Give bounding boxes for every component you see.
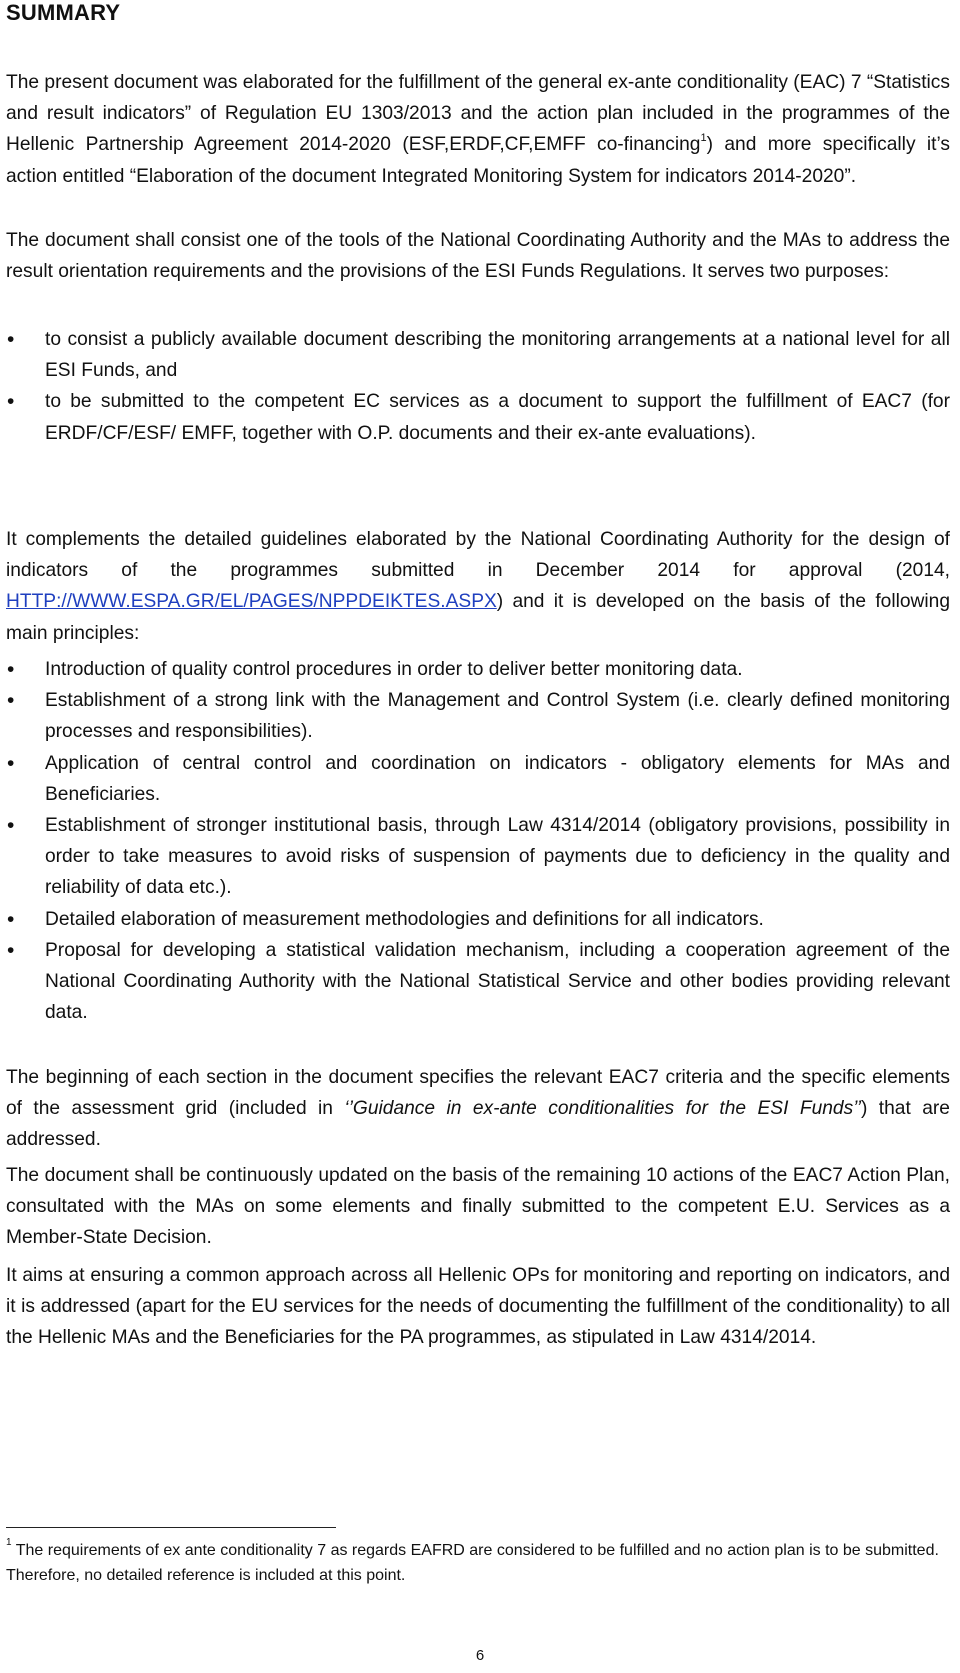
paragraph-sections	[6, 1062, 950, 1156]
paragraph-guidelines	[6, 524, 950, 649]
footnote-marker: 1	[6, 1536, 12, 1548]
paragraph-intro	[6, 67, 950, 192]
footnote-text: The requirements of ex ante conditionality 7 as regards EAFRD are considered to be fulfilled and no action plan is to be submitted. Therefore, no detailed reference is included at this point.	[6, 1542, 939, 1584]
list-item: • Detailed elaboration of measurement methodologies and definitions for all indicators.	[6, 904, 950, 935]
footnote-ref[interactable]: 1	[700, 132, 707, 145]
guidance-title: ‘’Guidance in ex-ante conditionalities for the ESI Funds’’	[344, 1098, 861, 1120]
sections-text-b: ) that are addressed.	[6, 1098, 950, 1151]
list-item: • Establishment of stronger institutional basis, through Law 4314/2014 (obligatory provisions, possibility in order to take measures to avoid risks of suspension of payments due to deficiency in the quality and reliability of data etc.).	[6, 810, 950, 904]
intro-text-b: ) and more specifically it’s action entitled “Elaboration of the document Integrated Monitoring System for indicators 2014-2020”.	[6, 134, 950, 187]
list-item: • Establishment of a strong link with the Management and Control System (i.e. clearly defined monitoring processes and responsibilities).	[6, 685, 950, 747]
intro-text-a: The present document was elaborated for the fulfillment of the general ex-ante conditionality (EAC) 7 “Statistics and result indicators” of Regulation EU 1303/2013 and the action plan included in the programmes of the Hellenic Partnership Agreement 2014-2020 (ESF,ERDF,CF,EMFF co-financing	[6, 72, 950, 156]
list-item: • to consist a publicly available document describing the monitoring arrangements at a national level for all ESI Funds, and	[6, 324, 950, 386]
footnote-divider	[6, 1527, 336, 1528]
principles-list	[6, 654, 950, 1028]
footnote	[6, 1538, 950, 1588]
paragraph-updates: The document shall be continuously updated on the basis of the remaining 10 actions of the EAC7 Action Plan, consultated with the MAs on some elements and finally submitted to the competent E.U. Services as a Member-State Decision.	[6, 1165, 950, 1249]
espa-link[interactable]: HTTP://WWW.ESPA.GR/EL/PAGES/NPPDEIKTES.ASPX	[6, 591, 497, 613]
sections-text-a: The beginning of each section in the document specifies the relevant EAC7 criteria and the specific elements of the assessment grid (included in	[6, 1067, 950, 1120]
paragraph-purposes-intro: The document shall consist one of the tools of the National Coordinating Authority and the MAs to address the result orientation requirements and the provisions of the ESI Funds Regulations. It serves two purposes:	[6, 230, 950, 283]
purposes-list	[6, 324, 950, 449]
page-number: 6	[475, 1647, 485, 1664]
list-item: • to be submitted to the competent EC services as a document to support the fulfillment of EAC7 (for ERDF/CF/ESF/ EMFF, together with O.P. documents and their ex-ante evaluations).	[6, 386, 950, 448]
list-item: • Introduction of quality control procedures in order to deliver better monitoring data.	[6, 654, 950, 685]
guidelines-text-b: ) and it is developed on the basis of the following main principles:	[6, 591, 950, 644]
list-item: • Proposal for developing a statistical validation mechanism, including a cooperation agreement of the National Coordinating Authority with the National Statistical Service and other bodies providing relevant data.	[6, 935, 950, 1029]
list-item: • Application of central control and coordination on indicators - obligatory elements for MAs and Beneficiaries.	[6, 748, 950, 810]
page-title: SUMMARY	[6, 0, 121, 25]
paragraph-aims: It aims at ensuring a common approach across all Hellenic OPs for monitoring and reporting on indicators, and it is addressed (apart for the EU services for the needs of documenting the fulfillment of the conditionality) to all the Hellenic MAs and the Beneficiaries for the PA programmes, as stipulated in Law 4314/2014.	[6, 1265, 950, 1349]
guidelines-text-a: It complements the detailed guidelines elaborated by the National Coordinating Authority for the design of indicators of the programmes submitted in December 2014 for approval (2014,	[6, 529, 950, 582]
